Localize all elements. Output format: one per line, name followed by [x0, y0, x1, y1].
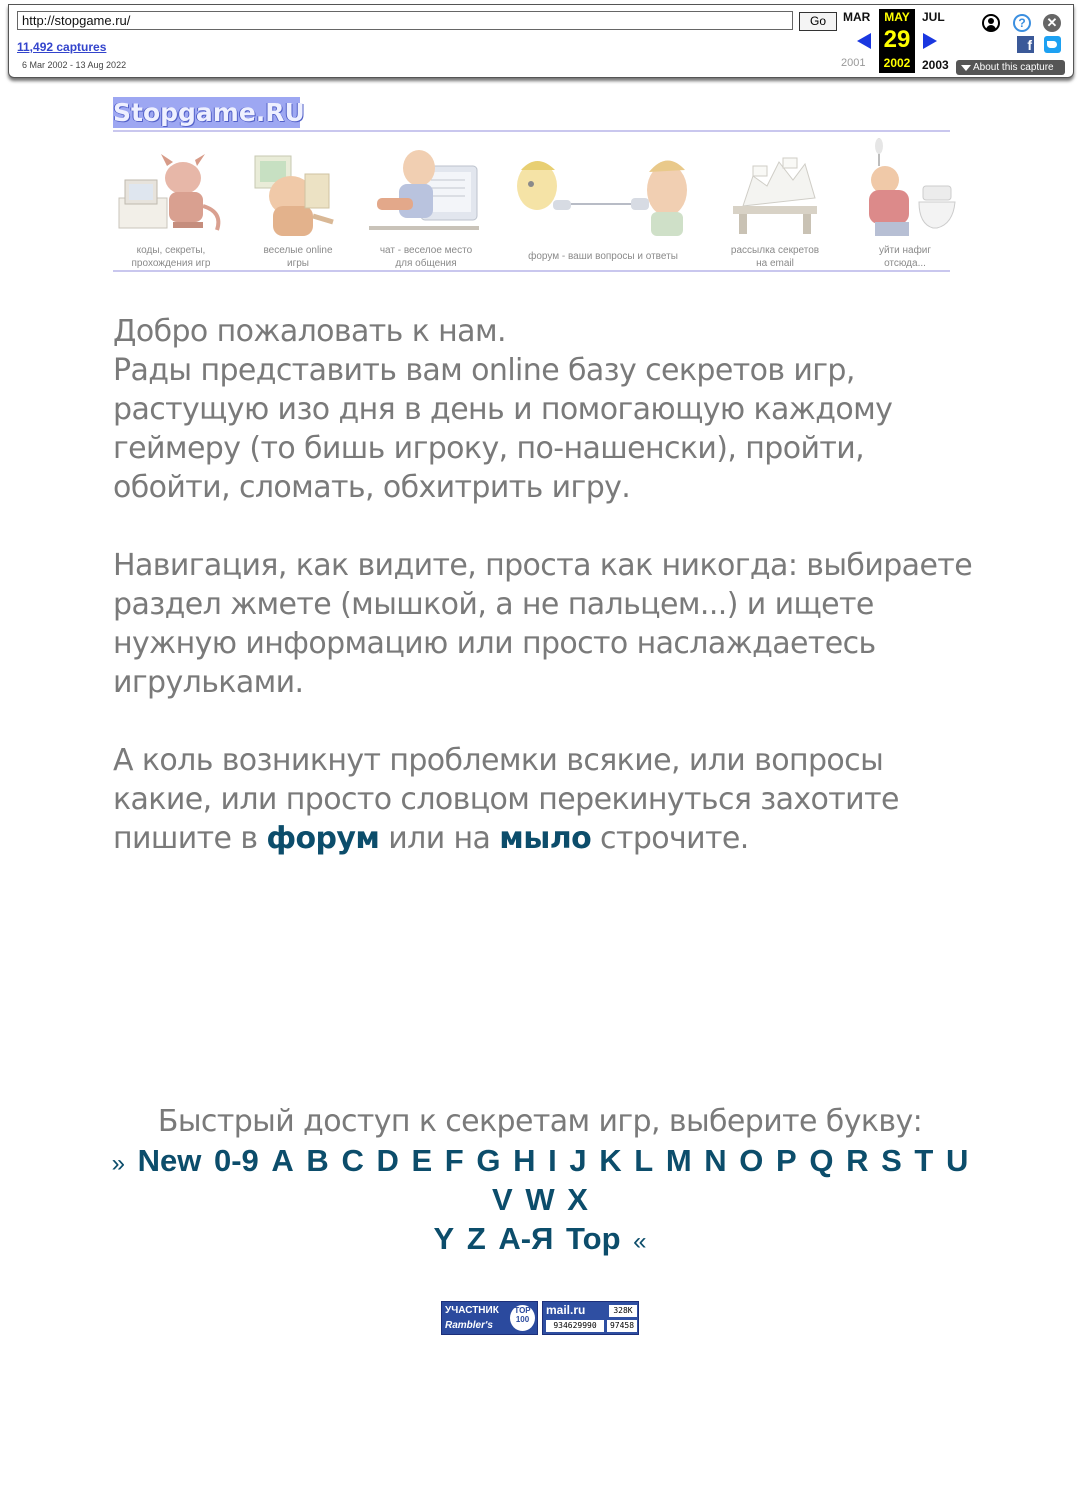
- nav-label-line2: на email: [756, 258, 794, 269]
- letter-link[interactable]: N: [704, 1143, 727, 1178]
- letter-link[interactable]: 0-9: [213, 1143, 259, 1178]
- quick-access-title: Быстрый доступ к секретам игр, выберите букву:: [157, 1104, 923, 1139]
- letter-link[interactable]: Z: [466, 1221, 486, 1256]
- letter-link[interactable]: O: [739, 1143, 764, 1178]
- nav-item-games[interactable]: [243, 132, 353, 270]
- welcome-heading: Добро пожаловать к нам.: [113, 314, 506, 349]
- prev-month-link[interactable]: MAR: [843, 10, 871, 24]
- help-icon[interactable]: ?: [1013, 14, 1031, 32]
- nav-label-line1: коды, секреты,: [136, 245, 206, 256]
- header-divider-bottom: [113, 270, 950, 272]
- letter-link[interactable]: X: [567, 1182, 588, 1217]
- wayback-toolbar: [8, 4, 1074, 78]
- letter-link[interactable]: V: [492, 1182, 513, 1217]
- next-month-link[interactable]: JUL: [922, 10, 945, 24]
- letter-link[interactable]: R: [846, 1143, 869, 1178]
- nav-label-line1: чат - веселое место: [379, 245, 473, 256]
- rambler-badge: TOP 100: [510, 1305, 535, 1331]
- nav-label-line1: рассылка секретов: [730, 245, 820, 256]
- nav-item-exit[interactable]: [847, 132, 963, 270]
- close-mark: «: [633, 1228, 647, 1255]
- forum-link[interactable]: форум: [266, 821, 380, 856]
- welcome-intro: Рады представить вам online базу секретов игр, растущую изо дня в день и помогающую каждому геймеру (то бишь игроку, по-нашенски), пройти, обойти, сломать, обхитрить игру.: [113, 353, 893, 505]
- contact-paragraph: [113, 741, 973, 858]
- rambler-counter[interactable]: [441, 1301, 538, 1335]
- nav-item-forum[interactable]: [503, 132, 703, 270]
- contact-text-end: строчите.: [591, 821, 749, 856]
- contact-text: А коль возникнут проблемки всякие, или вопросы какие, или просто словцом перекинуться захотите пишите в: [113, 743, 899, 856]
- nav-label-line1: веселые online: [263, 245, 333, 256]
- mail-logo: mail.ru: [546, 1303, 586, 1317]
- letter-link[interactable]: I: [548, 1143, 557, 1178]
- rambler-top-text: УЧАСТНИК: [445, 1305, 499, 1316]
- letter-link[interactable]: C: [341, 1143, 364, 1178]
- nav-item-codes[interactable]: [113, 132, 229, 270]
- url-input[interactable]: http://stopgame.ru/: [17, 11, 793, 30]
- nav-item-mailing[interactable]: [713, 132, 837, 270]
- welcome-paragraph: [113, 312, 973, 507]
- letter-link[interactable]: G: [476, 1143, 501, 1178]
- letter-index: [100, 1141, 980, 1258]
- devil-computer-icon: [113, 136, 229, 242]
- letter-link[interactable]: M: [665, 1143, 692, 1178]
- go-button[interactable]: Go: [799, 12, 837, 31]
- user-icon[interactable]: [982, 14, 1000, 32]
- facebook-icon[interactable]: f: [1017, 36, 1034, 53]
- forum-phone-icon: [503, 136, 703, 242]
- letter-link[interactable]: U: [945, 1143, 969, 1178]
- mail-counter[interactable]: [542, 1301, 639, 1335]
- captures-link[interactable]: 11,492 captures: [17, 40, 107, 54]
- nav-label-line1: форум - ваши вопросы и ответы: [528, 251, 678, 262]
- email-link[interactable]: мыло: [499, 821, 592, 856]
- letter-link[interactable]: B: [306, 1143, 329, 1178]
- nav-label-line2: для общения: [395, 258, 457, 269]
- letter-link[interactable]: F: [444, 1143, 464, 1178]
- nav-label-line1: уйти нафиг: [878, 245, 932, 256]
- letter-link[interactable]: D: [376, 1143, 399, 1178]
- rambler-bottom-text: Rambler's: [445, 1320, 493, 1331]
- about-capture-button[interactable]: About this capture: [956, 60, 1065, 75]
- letter-link[interactable]: H: [513, 1143, 536, 1178]
- letter-link[interactable]: Top: [566, 1221, 621, 1256]
- letter-link[interactable]: L: [634, 1143, 654, 1178]
- nav-label-line2: отсюда...: [884, 258, 926, 269]
- nav-item-chat[interactable]: [365, 132, 487, 270]
- prev-year-link[interactable]: 2001: [841, 57, 866, 69]
- chat-man-icon: [365, 136, 487, 242]
- mail-value-1: 328K: [609, 1305, 637, 1317]
- letter-link[interactable]: S: [881, 1143, 902, 1178]
- close-icon[interactable]: ✕: [1043, 14, 1061, 32]
- current-year: 2002: [883, 56, 911, 70]
- letter-link[interactable]: A: [271, 1143, 294, 1178]
- letter-link[interactable]: New: [137, 1143, 202, 1178]
- letter-link[interactable]: Y: [433, 1221, 455, 1256]
- capture-range: 6 Mar 2002 - 13 Aug 2022: [22, 60, 127, 70]
- mail-desk-icon: [713, 136, 837, 242]
- navigation-paragraph: Навигация, как видите, проста как никогда: выбираете раздел жмете (мышкой, а не пальцем...) и ищете нужную информацию или просто наслаждаетесь игрульками.: [113, 548, 973, 700]
- nav-label-line2: прохождения игр: [131, 258, 211, 269]
- current-month: MAY: [884, 10, 910, 24]
- letter-link[interactable]: T: [914, 1143, 934, 1178]
- open-mark: »: [111, 1150, 125, 1177]
- letter-link[interactable]: J: [569, 1143, 587, 1178]
- chevron-right-icon[interactable]: [923, 33, 937, 49]
- letter-link[interactable]: А-Я: [498, 1221, 554, 1256]
- current-day: 29: [883, 26, 911, 53]
- twitter-icon[interactable]: [1044, 36, 1061, 53]
- toilet-man-icon: [847, 136, 963, 242]
- nav-label-line2: игры: [287, 258, 309, 269]
- contact-text-mid: или на: [379, 821, 500, 856]
- section-nav: [113, 132, 963, 270]
- mail-value-3: 97458: [607, 1320, 637, 1332]
- letter-link[interactable]: K: [599, 1143, 622, 1178]
- site-logo[interactable]: Stopgame.RU: [113, 98, 305, 127]
- chevron-left-icon[interactable]: [857, 33, 871, 49]
- next-year-link[interactable]: 2003: [922, 58, 949, 72]
- welcome-text: [113, 312, 973, 897]
- letter-link[interactable]: W: [525, 1182, 555, 1217]
- letter-link[interactable]: Q: [809, 1143, 834, 1178]
- letter-link[interactable]: P: [776, 1143, 797, 1178]
- letter-link[interactable]: E: [411, 1143, 433, 1178]
- gamer-monitor-icon: [243, 136, 353, 242]
- mail-value-2: 934629990: [546, 1320, 604, 1332]
